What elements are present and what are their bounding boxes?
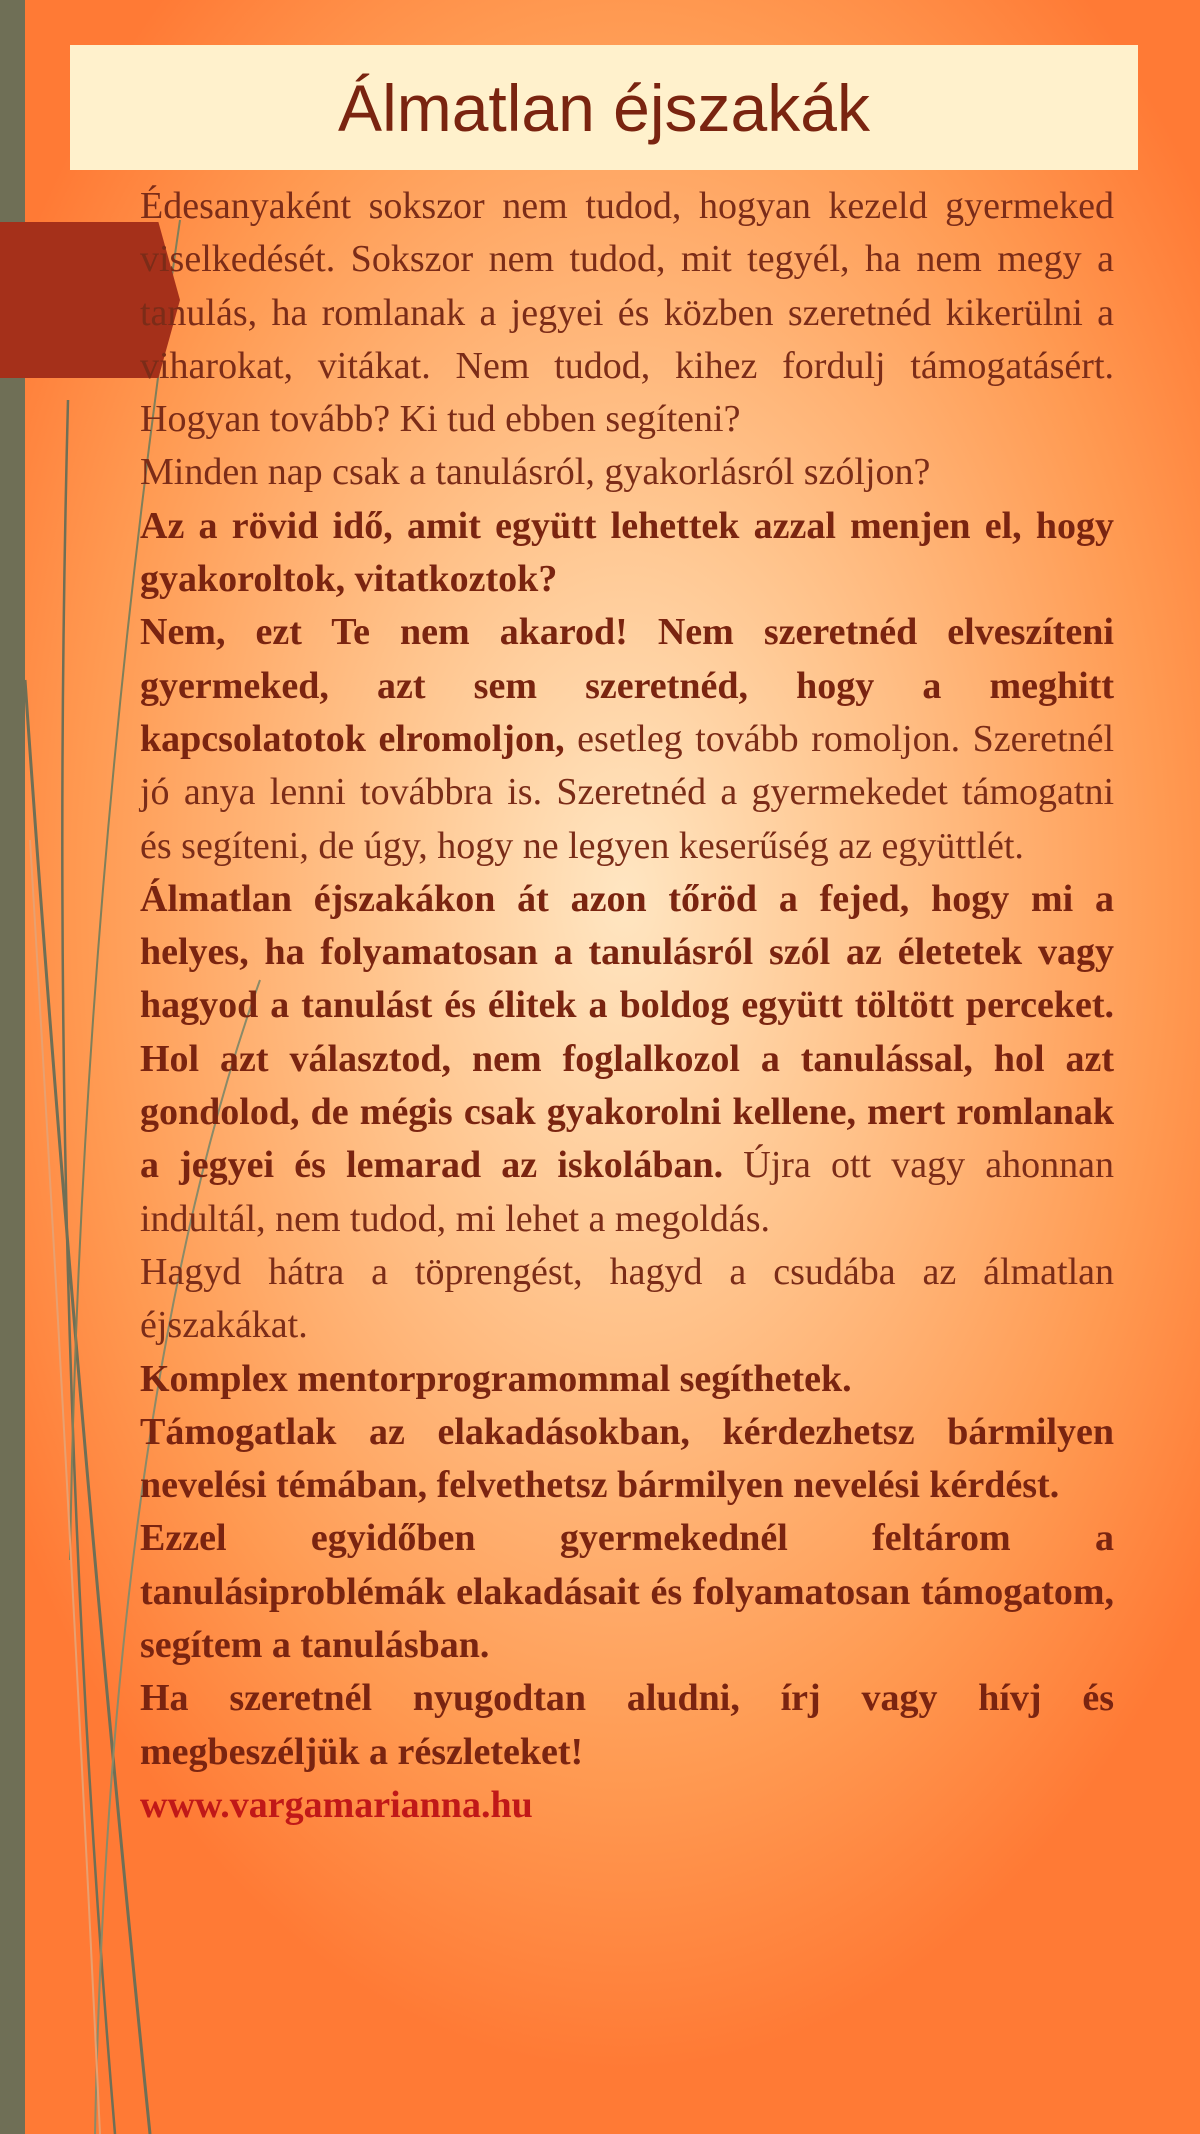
paragraph-child-support — [140, 1512, 1114, 1672]
sleepless-bold: Álmatlan éjszakákon át azon tőröd a fejed, hogy mi a helyes, ha folyamatosan a tanulásról szól az életetek vagy hagyod a tanulást és élitek a boldog együtt töltött perceket. Hol azt választod, nem foglalkozol a tanulással, hol azt gondolod, de mégis csak gyakorolni kellene, mert romlanak a jegyei és lemarad az iskolában. — [140, 877, 1114, 1187]
decor-line-1 — [25, 680, 150, 2134]
question-bold: Az a rövid idő, amit együtt lehettek azzal menjen el, hogy gyakoroltok, vitatkoztok? — [140, 504, 1114, 601]
page-title: Álmatlan éjszakák — [338, 70, 870, 145]
paragraph-website — [140, 1779, 1114, 1832]
main-content — [140, 180, 1114, 1832]
answer-text: esetleg tovább romoljon. Szeretnél jó anya lenni továbbra is. Szeretnéd a gyermekedet támogatni és segíteni, de úgy, hogy ne legyen keserűség az együttlét. — [140, 717, 1115, 867]
paragraph-call-to-action — [140, 1672, 1114, 1779]
website-link[interactable]: www.vargamarianna.hu — [140, 1783, 533, 1826]
program-bold: Komplex mentorprogramommal segíthetek. — [140, 1357, 852, 1400]
support-bold: Támogatlak az elakadásokban, kérdezhetsz bármilyen nevelési témában, felvethetsz bármilyen nevelési kérdést. — [140, 1410, 1114, 1507]
question-text: Minden nap csak a tanulásról, gyakorlásról szóljon? — [140, 451, 931, 494]
paragraph-program — [140, 1353, 1114, 1406]
call-to-action-bold: Ha szeretnél nyugodtan aludni, írj vagy hívj és megbeszéljük a részleteket! — [140, 1677, 1114, 1773]
answer-bold: Nem, ezt Te nem akarod! Nem szeretnéd elveszíteni gyermeked, azt sem szeretnéd, hogy a meghitt kapcsolatotok elromoljon, — [140, 611, 1114, 760]
paragraph-support — [140, 1406, 1114, 1513]
paragraph-intro: Édesanyaként sokszor nem tudod, hogyan kezeld gyermeked viselkedését. Sokszor nem tudod, mit tegyél, ha nem megy a tanulás, ha romlanak a jegyei és közben szeretnéd kikerülni a viharokat, vitákat. Nem tudod, kihez fordulj támogatásért. Hogyan tovább? Ki tud ebben segíteni? — [140, 185, 1114, 441]
paragraph-sleepless — [140, 873, 1114, 1246]
sleepless-text: Újra ott vagy ahonnan indultál, nem tudod, mi lehet a megoldás. — [140, 1144, 1114, 1240]
title-box — [70, 45, 1138, 170]
paragraph-leave-behind: Hagyd hátra a töprengést, hagyd a csudába az álmatlan éjszakákat. — [140, 1250, 1114, 1347]
paragraph-question — [140, 446, 1114, 606]
paragraph-answer — [140, 606, 1114, 872]
child-support-bold: Ezzel egyidőben gyermekednél feltárom a tanulásiproblémák elakadásait és folyamatosan támogatom, segítem a tanulásban. — [140, 1517, 1114, 1667]
